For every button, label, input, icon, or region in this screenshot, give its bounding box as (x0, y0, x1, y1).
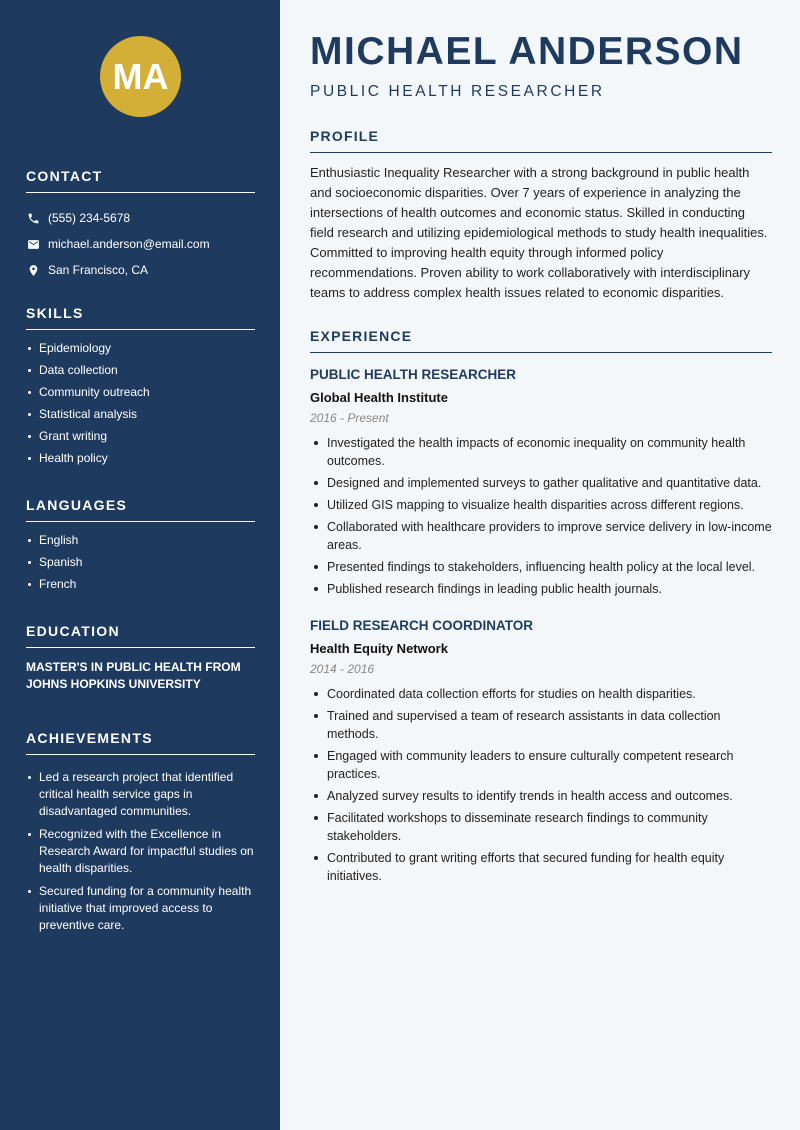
job-dates: 2016 - Present (310, 411, 389, 425)
job-bullet: Collaborated with healthcare providers to improve service delivery in low-income areas. (310, 518, 772, 554)
job-bullet: Facilitated workshops to disseminate research findings to community stakeholders. (310, 809, 772, 845)
profile-text: Enthusiastic Inequality Researcher with a strong background in public health and socioeconomic disparities. Over 7 years of experience in analyzing the intersections of health outcomes and economic status. Skilled in conducting field research and utilizing epidemiological methods to study health inequalities. Committed to improving health equity through informed policy recommendations. Proven ability to work collaboratively with interdisciplinary teams to address complex health issues related to economic disparities. (310, 165, 768, 300)
contact-list (26, 205, 255, 283)
sidebar (0, 0, 280, 1130)
job-bullet: Trained and supervised a team of research assistants in data collection methods. (310, 707, 772, 743)
skills-section (26, 305, 255, 472)
job-bullet: Presented findings to stakeholders, influencing health policy at the local level. (310, 558, 772, 576)
language-item: English (26, 532, 255, 548)
job-bullet: Engaged with community leaders to ensure culturally competent research practices. (310, 747, 772, 783)
experience-section (310, 328, 772, 353)
experience-heading: EXPERIENCE (310, 328, 772, 353)
contact-email (26, 231, 255, 257)
achievement-item: Recognized with the Excellence in Research Award for impactful studies on health disparities. (26, 826, 255, 877)
contact-heading: CONTACT (26, 168, 255, 193)
language-item: French (26, 576, 255, 592)
languages-heading: LANGUAGES (26, 497, 255, 522)
achievements-heading: ACHIEVEMENTS (26, 730, 255, 755)
skill-item: Epidemiology (26, 340, 255, 356)
avatar-initials: MA (100, 36, 181, 117)
job-bullet: Designed and implemented surveys to gather qualitative and quantitative data. (310, 474, 772, 492)
location-pin-icon (26, 263, 40, 277)
achievements-section (26, 730, 255, 940)
phone-icon (26, 211, 40, 225)
skill-item: Grant writing (26, 428, 255, 444)
education-heading: EDUCATION (26, 623, 255, 648)
job-bullet: Coordinated data collection efforts for studies on health disparities. (310, 685, 772, 703)
job-bullet: Contributed to grant writing efforts that secured funding for health equity initiatives. (310, 849, 772, 885)
contact-phone (26, 205, 255, 231)
language-item: Spanish (26, 554, 255, 570)
profile-section (310, 128, 772, 303)
job-role: FIELD RESEARCH COORDINATOR (310, 618, 534, 633)
job-bullet: Utilized GIS mapping to visualize health disparities across different regions. (310, 496, 772, 514)
phone-text: (555) 234-5678 (48, 211, 131, 225)
languages-section (26, 497, 255, 598)
job-role: PUBLIC HEALTH RESEARCHER (310, 367, 517, 382)
job-bullet: Investigated the health impacts of economic inequality on community health outcomes. (310, 434, 772, 470)
achievements-list (26, 769, 255, 934)
achievement-item: Secured funding for a community health initiative that improved access to preventive care. (26, 883, 255, 934)
achievement-item: Led a research project that identified critical health service gaps in disadvantaged communities. (26, 769, 255, 820)
education-section (26, 623, 255, 693)
job-bullets (310, 685, 772, 885)
profile-heading: PROFILE (310, 128, 772, 153)
job-bullet: Analyzed survey results to identify trends in health access and outcomes. (310, 787, 772, 805)
skill-item: Data collection (26, 362, 255, 378)
email-text: michael.anderson@email.com (48, 237, 210, 251)
skill-item: Health policy (26, 450, 255, 466)
location-text: San Francisco, CA (48, 263, 149, 277)
education-degree: MASTER'S IN PUBLIC HEALTH FROM JOHNS HOPKINS UNIVERSITY (26, 660, 241, 691)
job-bullet: Published research findings in leading public health journals. (310, 580, 772, 598)
job-bullets (310, 434, 772, 598)
email-icon (26, 237, 40, 251)
job-entry (310, 366, 772, 602)
skill-item: Statistical analysis (26, 406, 255, 422)
candidate-name: MICHAEL ANDERSON (310, 30, 744, 73)
job-company: Global Health Institute (310, 390, 448, 405)
job-company: Health Equity Network (310, 641, 448, 656)
skills-list (26, 340, 255, 466)
skill-item: Community outreach (26, 384, 255, 400)
contact-section (26, 168, 255, 283)
skills-heading: SKILLS (26, 305, 255, 330)
contact-location (26, 257, 255, 283)
job-dates: 2014 - 2016 (310, 662, 375, 676)
candidate-title: PUBLIC HEALTH RESEARCHER (310, 83, 605, 100)
languages-list (26, 532, 255, 592)
job-entry (310, 617, 772, 889)
